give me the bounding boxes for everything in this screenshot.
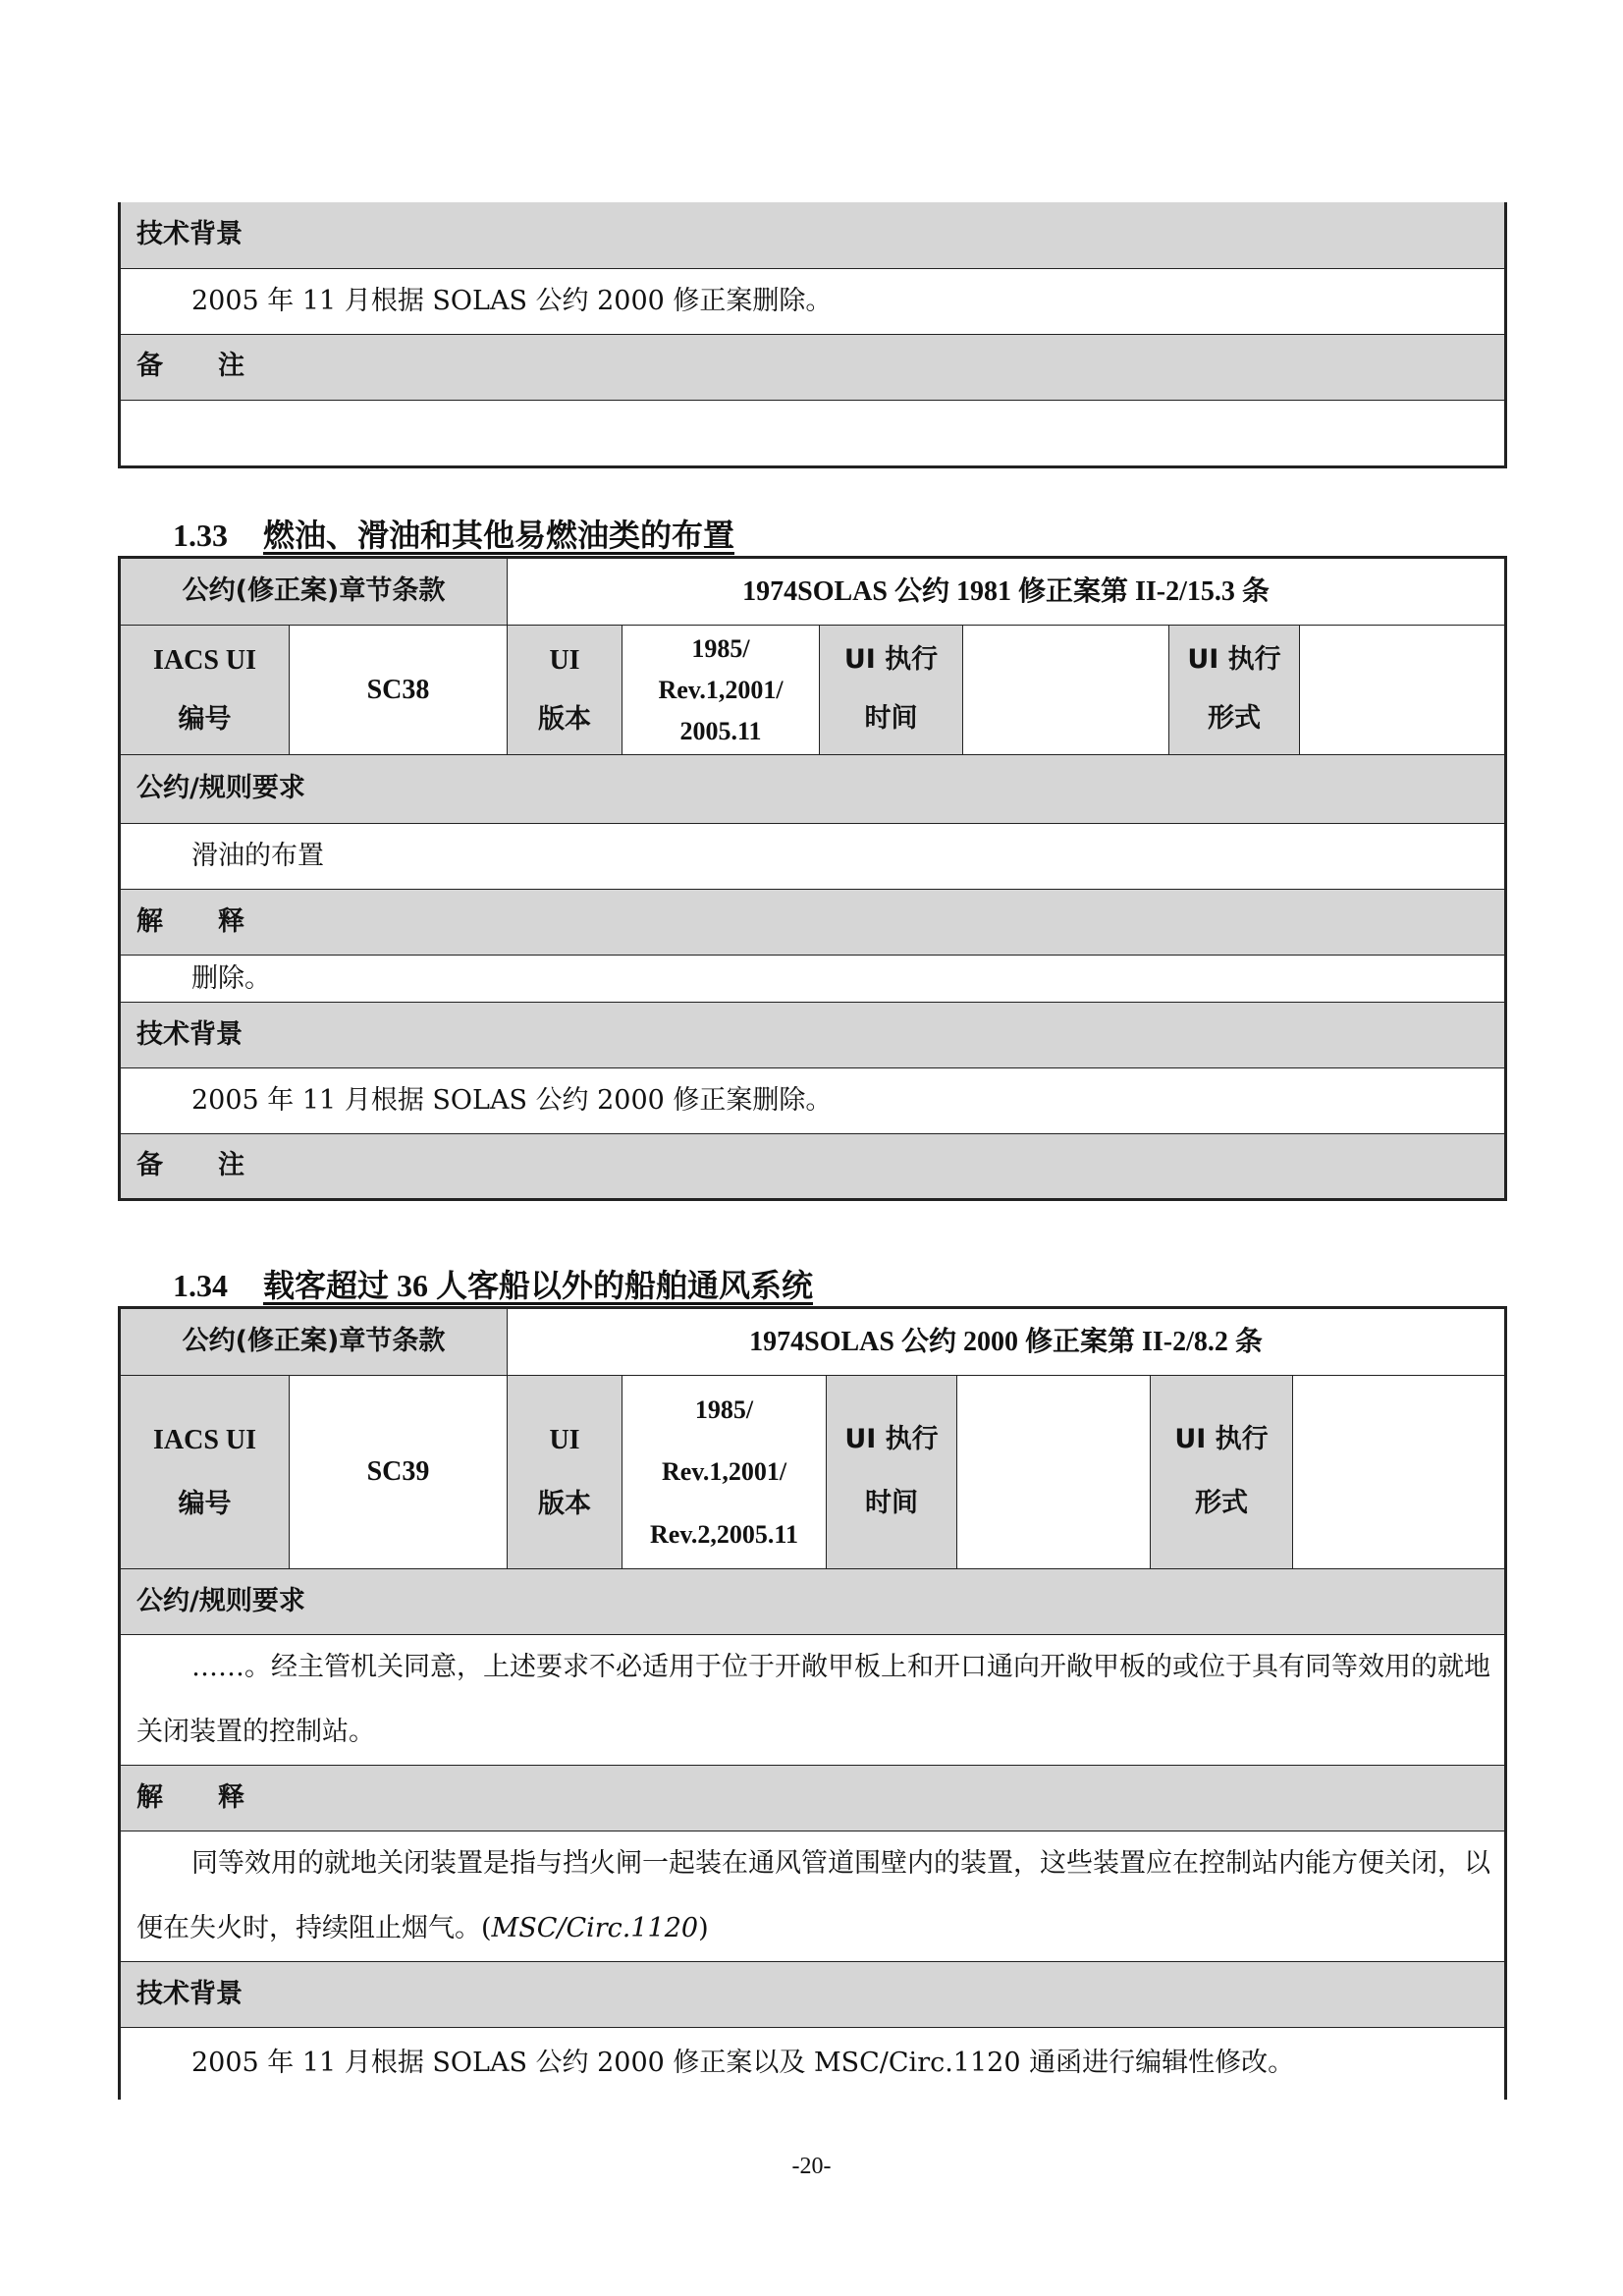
top-continuation-table xyxy=(118,202,1507,468)
requirement-header: 公约/规则要求 xyxy=(120,1569,1506,1635)
ui-exec-form-value xyxy=(1300,626,1506,755)
tech-background-header: 技术背景 xyxy=(120,202,1506,268)
section-133-table xyxy=(118,556,1507,1201)
requirement-body: ……。经主管机关同意，上述要求不必适用于位于开敞甲板上和开口通向开敞甲板的或位于具有同等效用的就地关闭装置的控制站。 xyxy=(120,1635,1506,1766)
tech-background-body: 2005 年 11 月根据 SOLAS 公约 2000 修正案删除。 xyxy=(120,268,1506,334)
section-134-table xyxy=(118,1306,1507,2100)
remarks-header: 备 注 xyxy=(120,1134,1506,1200)
convention-label: 公约(修正案)章节条款 xyxy=(120,558,508,626)
interpretation-body: 删除。 xyxy=(120,956,1506,1003)
interpretation-body: 同等效用的就地关闭装置是指与挡火闸一起装在通风管道围壁内的装置，这些装置应在控制站内能方便关闭，以便在失火时，持续阻止烟气。(MSC/Circ.1120) xyxy=(120,1831,1506,1962)
convention-value: 1974SOLAS 公约 2000 修正案第 II-2/8.2 条 xyxy=(508,1308,1506,1376)
ui-exec-time-value xyxy=(957,1376,1151,1569)
iacs-ui-number-label: IACS UI 编号 xyxy=(120,626,290,755)
iacs-ui-number-value: SC39 xyxy=(290,1376,508,1569)
msc-circ-reference: MSC/Circ.1120 xyxy=(491,1913,699,1943)
ui-version-label: UI 版本 xyxy=(508,626,622,755)
convention-value: 1974SOLAS 公约 1981 修正案第 II-2/15.3 条 xyxy=(508,558,1506,626)
ui-version-value: 1985/ Rev.1,2001/ 2005.11 xyxy=(622,626,820,755)
section-134-title: 1.34 载客超过 36 人客船以外的船舶通风系统 xyxy=(173,1268,814,1303)
page-number: -20- xyxy=(791,2154,832,2179)
ui-exec-time-label: UI 执行 时间 xyxy=(820,626,963,755)
ui-exec-time-label: UI 执行 时间 xyxy=(827,1376,957,1569)
section-133-title: 1.33 燃油、滑油和其他易燃油类的布置 xyxy=(173,518,735,553)
ui-exec-form-value xyxy=(1293,1376,1506,1569)
requirement-body: 滑油的布置 xyxy=(120,824,1506,890)
ui-exec-form-label: UI 执行 形式 xyxy=(1169,626,1300,755)
remarks-body xyxy=(120,400,1506,466)
interpretation-header: 解 释 xyxy=(120,1766,1506,1831)
convention-label: 公约(修正案)章节条款 xyxy=(120,1308,508,1376)
tech-background-header: 技术背景 xyxy=(120,1003,1506,1068)
tech-background-body: 2005 年 11 月根据 SOLAS 公约 2000 修正案删除。 xyxy=(120,1068,1506,1134)
ui-version-label: UI 版本 xyxy=(508,1376,622,1569)
interpretation-header: 解 释 xyxy=(120,890,1506,956)
tech-background-header: 技术背景 xyxy=(120,1962,1506,2028)
iacs-ui-number-value: SC38 xyxy=(290,626,508,755)
requirement-header: 公约/规则要求 xyxy=(120,755,1506,824)
remarks-header: 备 注 xyxy=(120,334,1506,400)
ui-exec-time-value xyxy=(963,626,1169,755)
ui-version-value: 1985/ Rev.1,2001/ Rev.2,2005.11 xyxy=(622,1376,827,1569)
iacs-ui-number-label: IACS UI 编号 xyxy=(120,1376,290,1569)
tech-background-body: 2005 年 11 月根据 SOLAS 公约 2000 修正案以及 MSC/Circ.1120 通函进行编辑性修改。 xyxy=(120,2028,1506,2100)
ui-exec-form-label: UI 执行 形式 xyxy=(1151,1376,1293,1569)
